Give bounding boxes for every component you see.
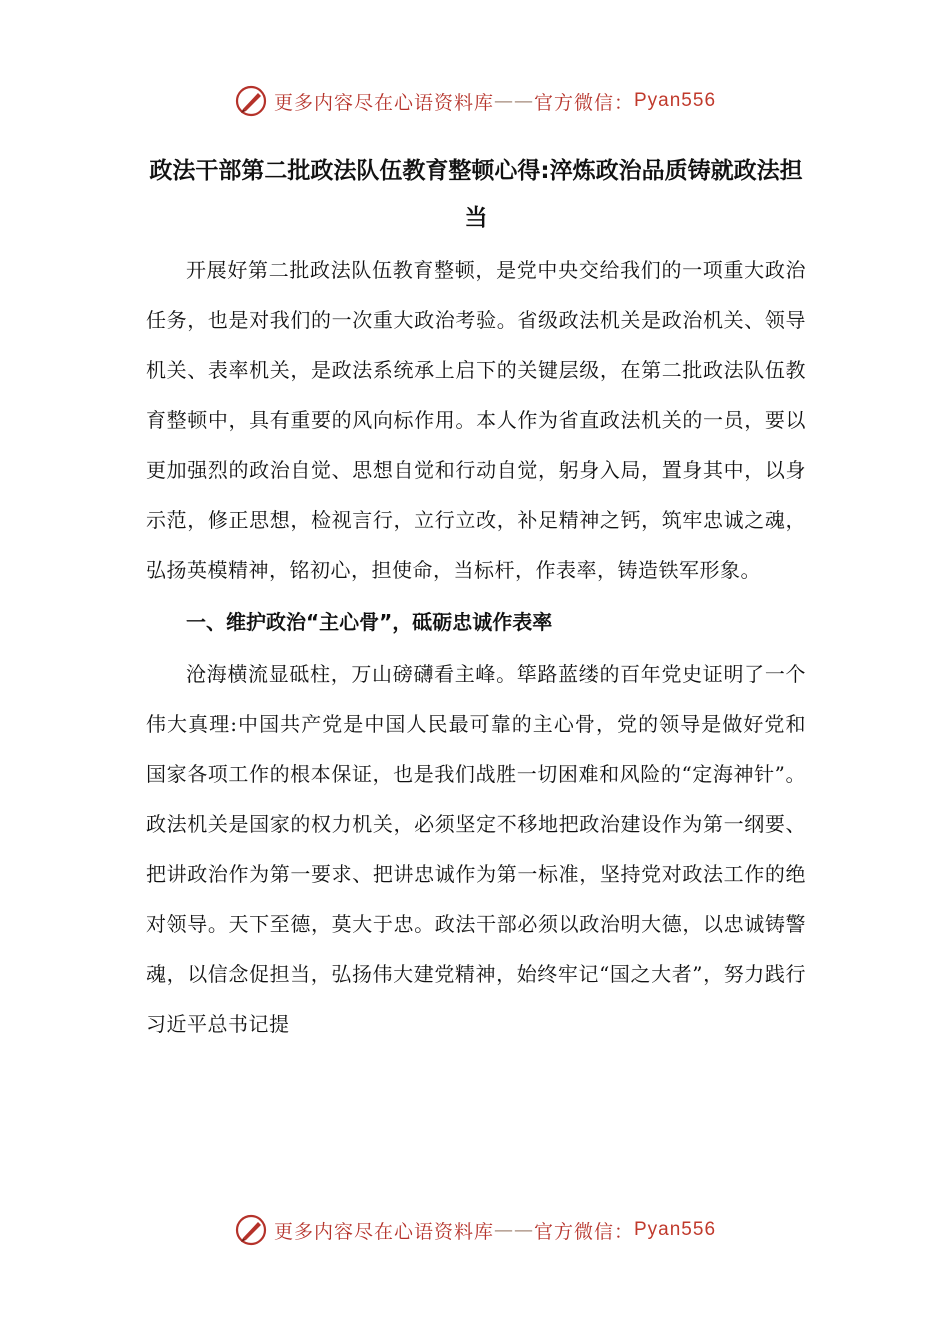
watermark-header [0,84,950,118]
watermark-main-text: 更多内容尽在心语资料库 [273,91,494,114]
document-page [146,148,806,1049]
watermark-separator: —— [493,1219,534,1241]
document-title: 政法干部第二批政法队伍教育整顿心得:淬炼政治品质铸就政法担当 [149,158,803,231]
watermark-separator: —— [493,90,534,112]
paragraph-1: 开展好第二批政法队伍教育整顿，是党中央交给我们的一项重大政治任务，也是对我们的一次重大政治考验。省级政法机关是政治机关、领导机关、表率机关，是政法系统承上启下的关键层级，在第二批政法队伍教育整顿中，具有重要的风向标作用。本人作为省直政法机关的一员，要以更加强烈的政治自觉、思想自觉和行动自觉，躬身入局，置身其中，以身示范，修正思想，检视言行，立行立改，补足精神之钙，筑牢忠诚之魂，弘扬英模精神，铭初心，担使命，当标杆，作表率，铸造铁军形象。 [146,258,806,582]
watermark-footer [0,1213,950,1247]
pen-seal-icon [234,1213,268,1247]
paragraph-2: 沧海横流显砥柱，万山磅礴看主峰。筚路蓝缕的百年党史证明了一个伟大真理:中国共产党是中国人民最可靠的主心骨，党的领导是做好党和国家各项工作的根本保证，也是我们战胜一切困难和风险的“定海神针”。政法机关是国家的权力机关，必须坚定不移地把政治建设作为第一纲要、把讲政治作为第一要求、把讲忠诚作为第一标准，坚持党对政法工作的绝对领导。天下至德，莫大于忠。政法干部必须以政治明大德，以忠诚铸警魂，以信念促担当，弘扬伟大建党精神，始终牢记“国之大者”，努力践行习近平总书记提 [146,662,806,1036]
watermark-main-text: 更多内容尽在心语资料库 [273,1220,494,1243]
pen-seal-icon [234,84,268,118]
watermark-contact-id: Pyan556 [634,90,717,111]
watermark-contact-id: Pyan556 [634,1219,717,1240]
watermark-contact-label: 官方微信： [533,91,634,114]
section-1-heading: 一、维护政治“主心骨”，砥砺忠诚作表率 [186,610,553,634]
watermark-contact-label: 官方微信： [533,1220,634,1243]
